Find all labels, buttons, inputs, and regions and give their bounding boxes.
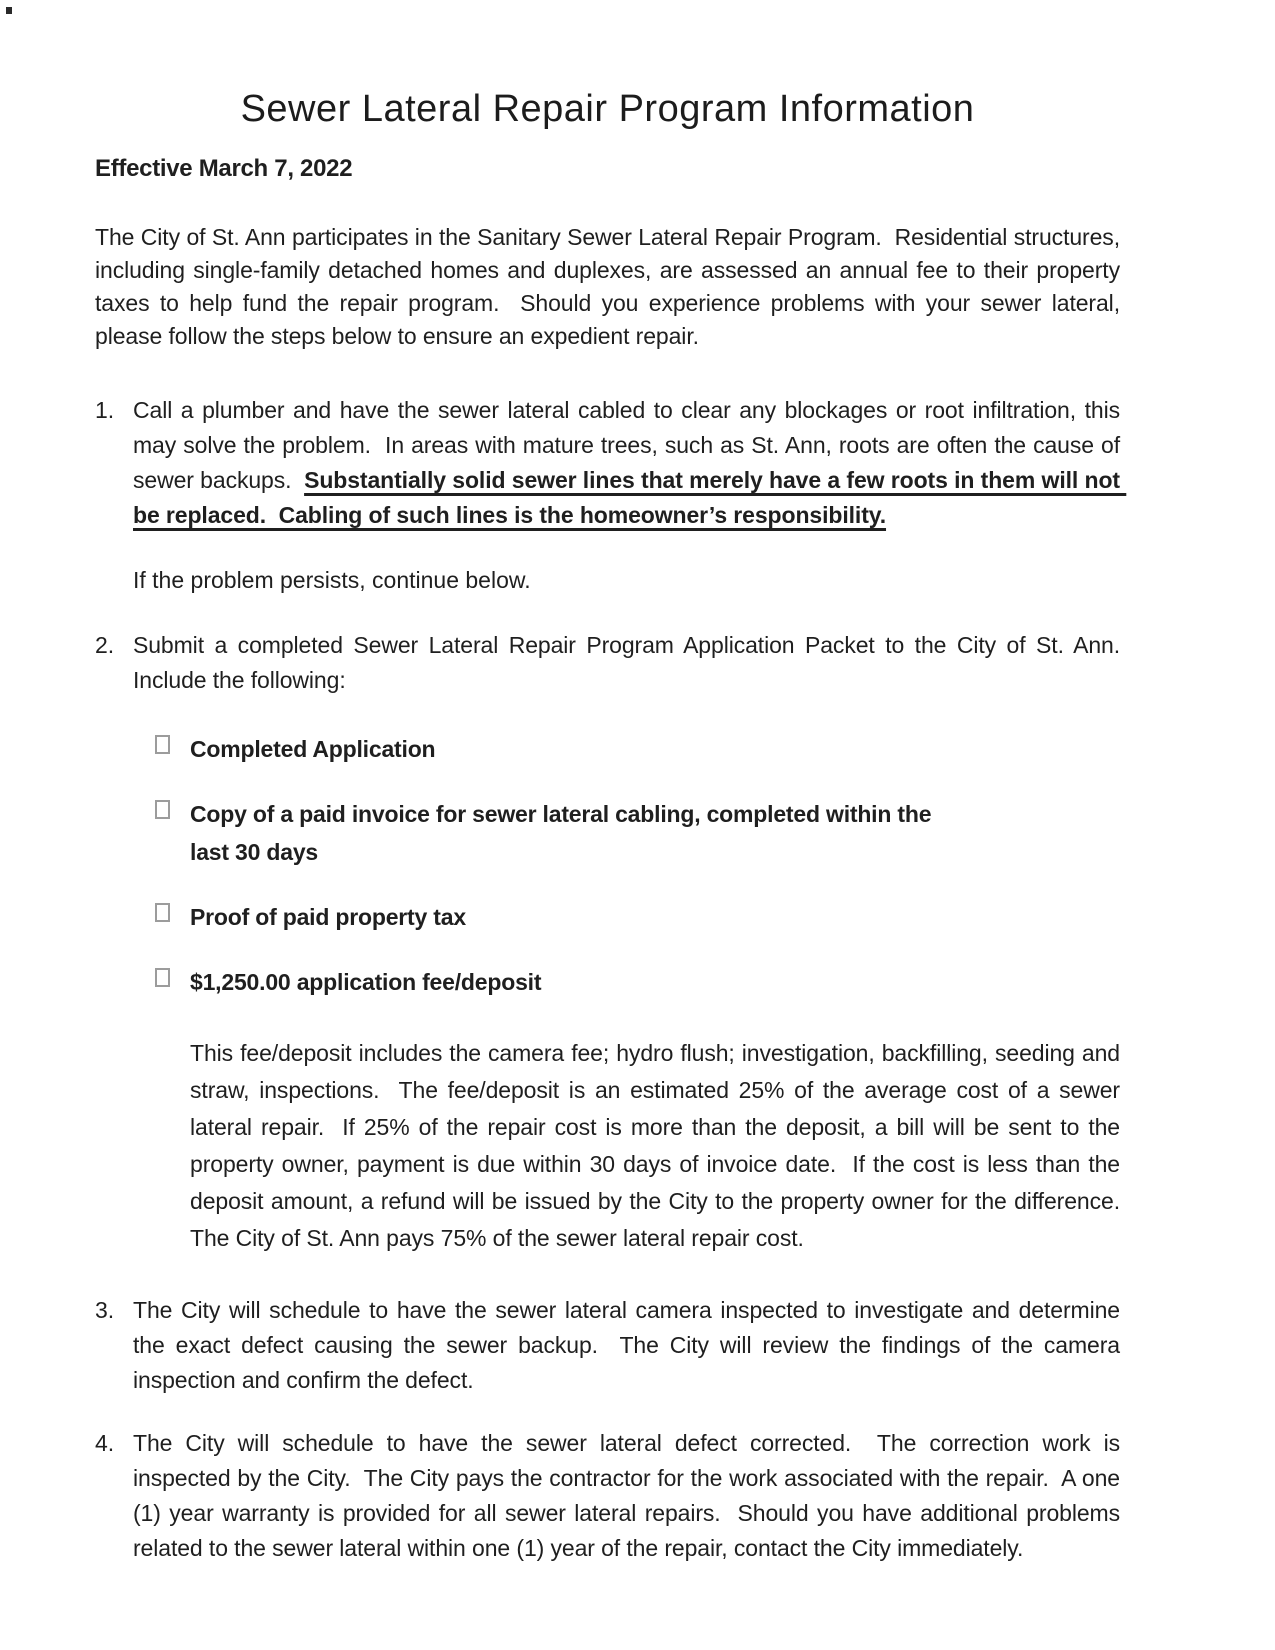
checkbox-icon: [155, 903, 170, 922]
step-2-number: 2.: [95, 632, 115, 658]
step-1-text: [133, 393, 1127, 533]
step-3-text: The City will schedule to have the sewer lateral camera inspected to investigate and determine the exact defect causing the sewer backup. The City will review the findings of the camera inspection and confirm the defect.: [133, 1297, 1127, 1393]
fee-deposit-note: This fee/deposit includes the camera fee; hydro flush; investigation, backfilling, seeding and straw, inspections. The fee/deposit is an estimated 25% of the average cost of a sewer lateral repair. If 25% of the repair cost is more than the deposit, a bill will be sent to the property owner, payment is due within 30 days of invoice date. If the cost is less than the deposit amount, a refund will be issued by the City to the property owner for the difference. The City of St. Ann pays 75% of the sewer lateral repair cost.: [190, 1040, 1133, 1251]
step-4-number: 4.: [95, 1430, 115, 1456]
step-2-text: Submit a completed Sewer Lateral Repair Program Application Packet to the City of St. Ann. Include the following:: [133, 632, 1133, 693]
step-1-emphasis-text: Substantially solid sewer lines that merely have a few roots in them will not be replaced. Cabling of such lines is the homeowner’s responsibility.: [133, 467, 1127, 528]
checkbox-icon: [155, 800, 170, 819]
checklist-item-label: $1,250.00 application fee/deposit: [190, 969, 542, 995]
effective-date: Effective March 7, 2022: [95, 155, 353, 182]
checklist-item: [155, 730, 1120, 768]
checklist-item-label: Copy of a paid invoice for sewer lateral cabling, completed within the last 30 days: [190, 801, 932, 865]
checklist-item: [155, 963, 1120, 1001]
step-1: [95, 393, 1127, 533]
checkbox-icon: [155, 968, 170, 987]
application-checklist: [155, 730, 1120, 1001]
checkbox-icon: [155, 735, 170, 754]
step-4-text: The City will schedule to have the sewer lateral defect corrected. The correction work is inspected by the City. The City pays the contractor for the work associated with the repair. A one (1) year warranty is provided for all sewer lateral repairs. Should you have additional problems related to the sewer lateral within one (1) year of the repair, contact the City immediately.: [133, 1430, 1127, 1561]
intro-paragraph: The City of St. Ann participates in the Sanitary Sewer Lateral Repair Program. Residential structures, including single-family detached homes and duplexes, are assessed an annual fee to their property taxes to help fund the repair program. Should you experience problems with your sewer lateral, please follow the steps below to ensure an expedient repair.: [95, 224, 1127, 349]
step-4: [95, 1426, 1127, 1566]
step-1-number: 1.: [95, 397, 115, 423]
step-3: [95, 1293, 1127, 1398]
step-2: [95, 628, 1133, 698]
step-3-number: 3.: [95, 1297, 115, 1323]
step-1-followup: If the problem persists, continue below.: [133, 567, 531, 593]
checklist-item-label: Completed Application: [190, 736, 436, 762]
checklist-item: [155, 795, 1120, 871]
step-1-body-text: Call a plumber and have the sewer lateral cabled to clear any blockages or root infiltration, this may solve the problem. In areas with mature trees, such as St. Ann, roots are often the cause of sewer backups.: [133, 397, 1127, 493]
checklist-item: [155, 898, 1120, 936]
page-title: Sewer Lateral Repair Program Information: [240, 88, 975, 130]
checklist-item-label: Proof of paid property tax: [190, 904, 466, 930]
